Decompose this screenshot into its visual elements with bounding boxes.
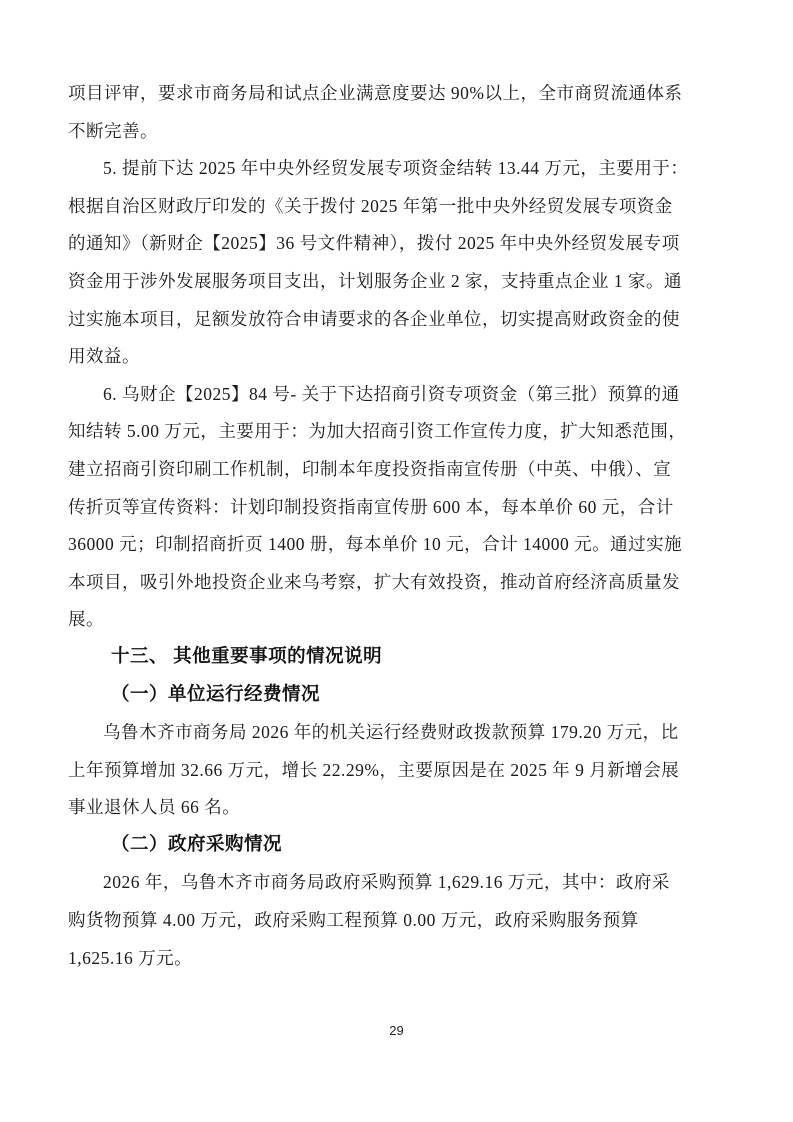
text-line: 2026 年，乌鲁木齐市商务局政府采购预算 1,629.16 万元，其中：政府采 [103,872,670,893]
text-line: 不断完善。 [68,120,158,141]
text-line: 资金用于涉外发展服务项目支出，计划服务企业 2 家，支持重点企业 1 家。通 [68,270,682,291]
text-line: 展。 [68,609,104,630]
text-line: 项目评审，要求市商务局和试点企业满意度要达 90%以上，全市商贸流通体系 [68,83,683,103]
text-line: 的通知》（新财企【2025】36 号文件精神），拨付 2025 年中央外经贸发展专项 [68,233,680,254]
text-line: 上年预算增加 32.66 万元，增长 22.29%，主要原因是在 2025 年 9 月新增会展 [68,759,680,780]
text-line: 知结转 5.00 万元，主要用于：为加大招商引资工作宣传力度，扩大知悉范围， [68,421,687,442]
document-body [68,75,723,977]
text-line: 1,625.16 万元。 [68,947,193,968]
text-line: 乌鲁木齐市商务局 2026 年的机关运行经费财政拨款预算 179.20 万元，比 [103,722,679,743]
text-line: 本项目，吸引外地投资企业来乌考察，扩大有效投资，推动首府经济高质量发 [68,571,680,592]
text-line: 事业退休人员 66 名。 [68,797,241,818]
text-line: 5. 提前下达 2025 年中央外经贸发展专项资金结转 13.44 万元，主要用于： [103,158,689,179]
heading-line: （二）政府采购情况 [111,834,283,855]
text-line: 6. 乌财企【2025】84 号- 关于下达招商引资专项资金（第三批）预算的通 [103,383,680,404]
heading-line: 十三、 其他重要事项的情况说明 [111,646,383,667]
text-line: 传折页等宣传资料：计划印制投资指南宣传册 600 本，每本单价 60 元，合计 [68,496,674,517]
text-line: 36000 元；印制招商折页 1400 册，每本单价 10 元，合计 14000 元。通过实施 [68,534,683,555]
page-number: 29 [389,1023,404,1038]
text-line: 根据自治区财政厅印发的《关于拨付 2025 年第一批中央外经贸发展专项资金 [68,195,673,216]
text-line: 购货物预算 4.00 万元，政府采购工程预算 0.00 万元，政府采购服务预算 [68,910,639,931]
text-line: 建立招商引资印刷工作机制，印制本年度投资指南宣传册（中英、中俄）、宣 [68,458,672,479]
text-line: 过实施本项目，足额发放符合申请要求的各企业单位，切实提高财政资金的使 [68,308,680,329]
heading-line: （一）单位运行经费情况 [111,684,321,705]
text-line: 用效益。 [68,346,140,367]
